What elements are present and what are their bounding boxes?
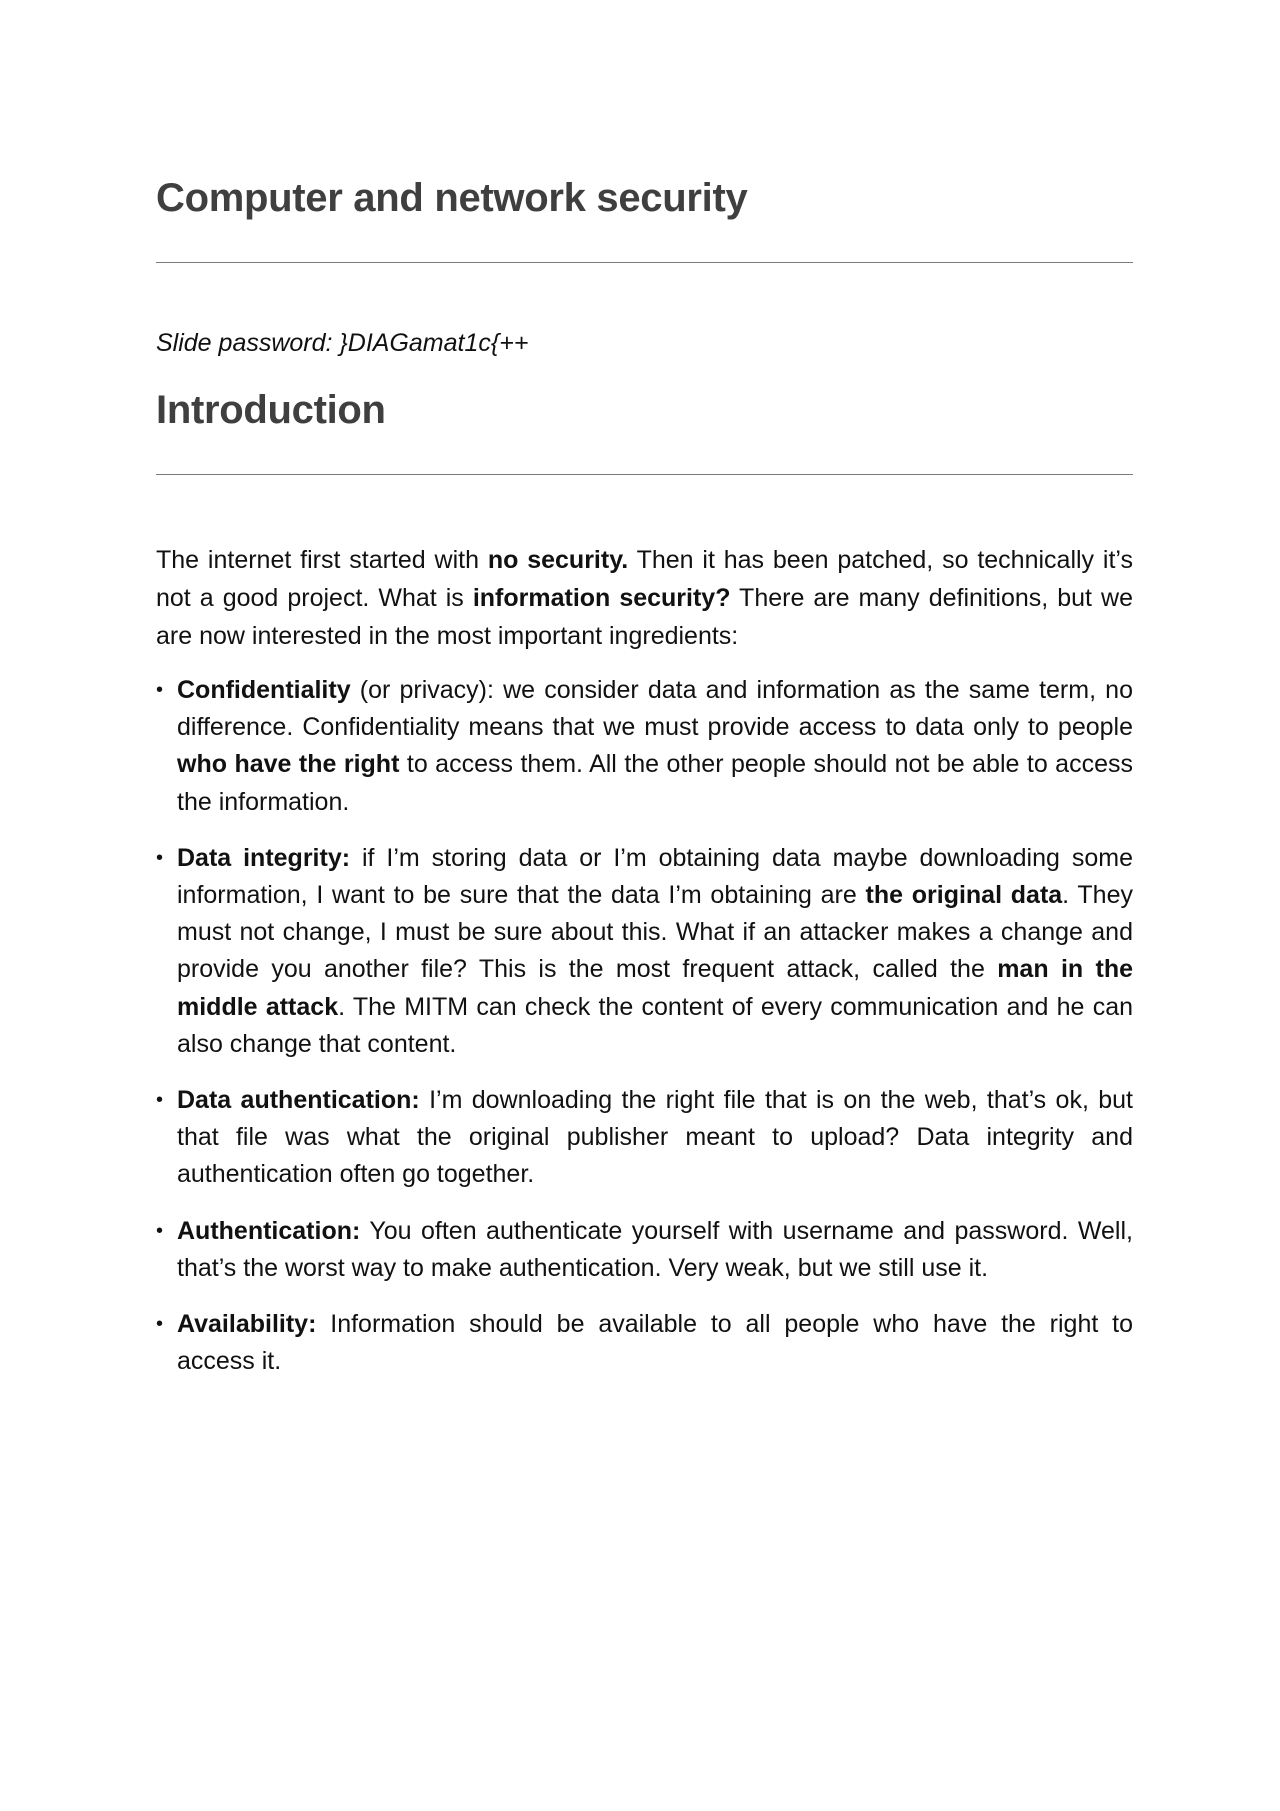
- intro-text-2: Then it has been patched, so technically it’s not a good project. What is: [156, 546, 1133, 612]
- integrity-bold-mitm: man in the middle attack: [177, 955, 1133, 1021]
- intro-bold-information-security: information security?: [472, 584, 731, 612]
- introduction-body: [156, 541, 1133, 1399]
- list-item-data-authentication: [156, 1082, 1133, 1194]
- authentication-text: You often authenticate yourself with username and password. Well, that’s the worst way to make authentication. Very weak, but we still use it.: [177, 1216, 1133, 1282]
- confidentiality-text-2: to access them. All the other people should not be able to access the information.: [177, 750, 1133, 816]
- confidentiality-bold-right: who have the right: [177, 750, 400, 779]
- integrity-bold-original-data: the original data: [865, 881, 1063, 910]
- availability-text: Information should be available to all people who have the right to access it.: [177, 1310, 1133, 1376]
- list-item-data-integrity: [156, 840, 1133, 1063]
- term-data-authentication: Data authentication:: [177, 1086, 420, 1115]
- list-item-confidentiality: [156, 672, 1133, 821]
- security-ingredients-list: [156, 672, 1133, 1380]
- title-divider: [156, 262, 1133, 263]
- document-title: Computer and network security: [156, 176, 748, 220]
- term-authentication: Authentication:: [177, 1216, 361, 1245]
- confidentiality-text-1: (or privacy): we consider data and information as the same term, no difference. Confidentiality means that we must provide access to data only to people: [177, 676, 1133, 742]
- integrity-text-1: if I’m storing data or I’m obtaining data maybe downloading some information, I want to be sure that the data I’m obtaining are: [177, 843, 1133, 910]
- term-confidentiality: Confidentiality: [177, 676, 351, 704]
- bullet-marker: •: [156, 1089, 164, 1112]
- intro-text-1: The internet first started with: [156, 546, 488, 574]
- intro-paragraph: [156, 541, 1133, 655]
- intro-bold-no-security: no security.: [487, 546, 629, 574]
- integrity-text-3: . The MITM can check the content of every communication and he can also change that content.: [177, 992, 1134, 1058]
- term-data-integrity: Data integrity:: [177, 843, 351, 872]
- term-availability: Availability:: [177, 1310, 317, 1339]
- bullet-marker: •: [156, 1313, 164, 1336]
- integrity-text-2: . They must not change, I must be sure about this. What if an attacker makes a change and provide you another file? This is the most frequent attack, called the: [177, 881, 1133, 984]
- bullet-marker: •: [156, 1219, 164, 1242]
- bullet-marker: •: [156, 679, 164, 701]
- list-item-availability: [156, 1306, 1133, 1380]
- data-authentication-text: I’m downloading the right file that is on the web, that’s ok, but that file was what the original publisher meant to upload? Data integrity and authentication often go together.: [177, 1086, 1134, 1189]
- intro-text-3: There are many definitions, but we are now interested in the most important ingredients:: [156, 584, 1133, 650]
- bullet-marker: •: [156, 846, 164, 869]
- section-divider: [156, 474, 1133, 475]
- list-item-authentication: [156, 1213, 1133, 1287]
- slide-password-line: Slide password: }DIAGamat1c{++: [156, 329, 529, 357]
- section-title-introduction: Introduction: [156, 388, 386, 432]
